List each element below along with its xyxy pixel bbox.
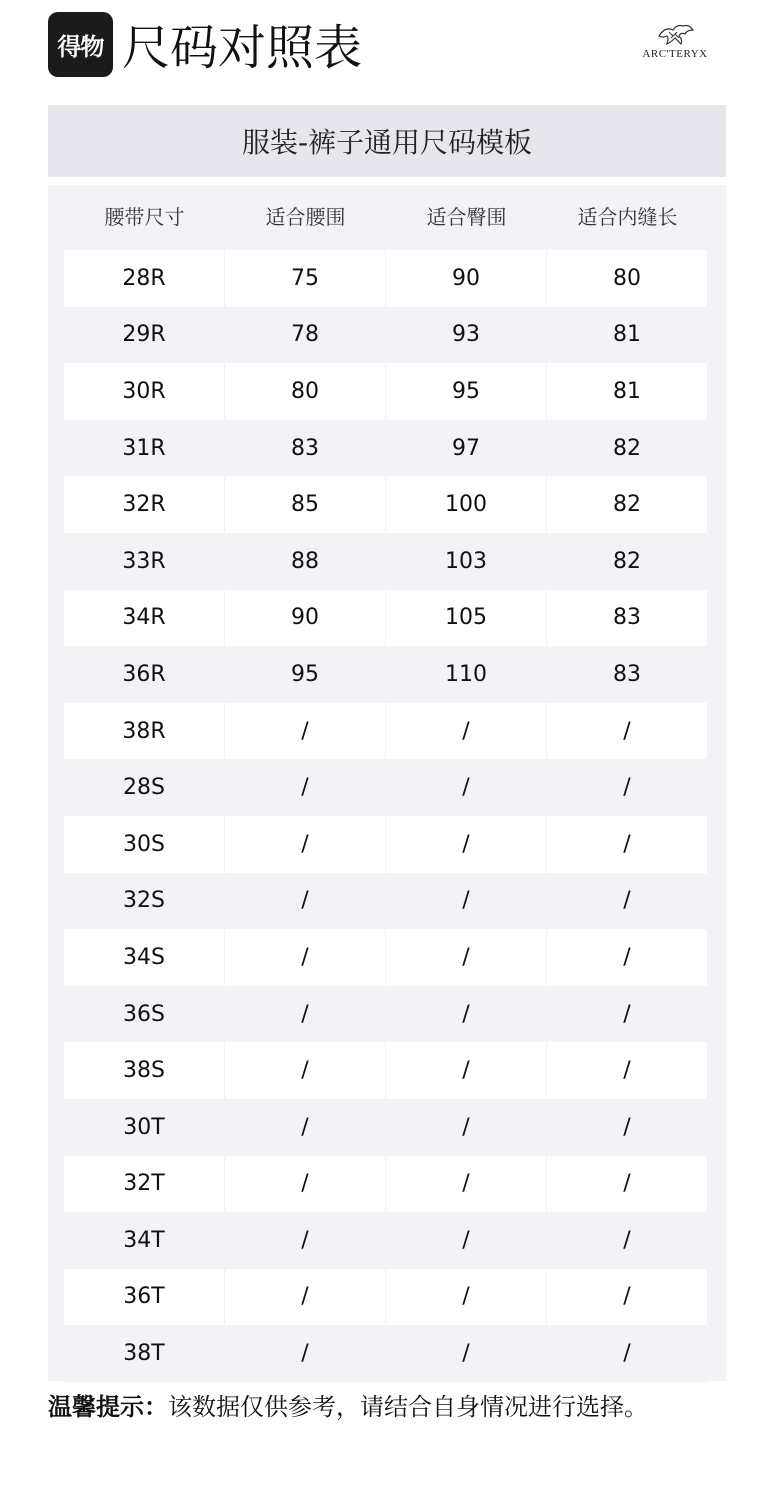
cell-inseam: / bbox=[547, 873, 707, 930]
table-row bbox=[64, 307, 709, 364]
cell-inseam: 82 bbox=[547, 420, 707, 477]
cell-hip: 100 bbox=[386, 476, 546, 533]
table-row bbox=[64, 533, 709, 590]
cell-inseam: / bbox=[547, 816, 707, 873]
table-row bbox=[64, 1156, 709, 1213]
cell-waist-size: 29R bbox=[64, 307, 224, 364]
cell-waist: / bbox=[225, 1042, 385, 1099]
cell-waist: / bbox=[225, 1325, 385, 1382]
page-title: 尺码对照表 bbox=[122, 20, 363, 76]
cell-waist: 90 bbox=[225, 590, 385, 647]
arcteryx-logo bbox=[640, 22, 710, 72]
cell-inseam: 82 bbox=[547, 533, 707, 590]
cell-waist-size: 38S bbox=[64, 1042, 224, 1099]
cell-waist-size: 32R bbox=[64, 476, 224, 533]
cell-waist: / bbox=[225, 759, 385, 816]
cell-waist-size: 32S bbox=[64, 873, 224, 930]
cell-waist-size: 28S bbox=[64, 759, 224, 816]
cell-waist: / bbox=[225, 1099, 385, 1156]
cell-waist: 75 bbox=[225, 250, 385, 307]
cell-inseam: 83 bbox=[547, 590, 707, 647]
cell-waist-size: 36T bbox=[64, 1269, 224, 1326]
cell-waist: / bbox=[225, 1269, 385, 1326]
cell-hip: 103 bbox=[386, 533, 546, 590]
cell-hip: / bbox=[386, 703, 546, 760]
cell-inseam: / bbox=[547, 1042, 707, 1099]
brand-wordmark: ARC'TERYX bbox=[642, 48, 708, 60]
cell-inseam: 80 bbox=[547, 250, 707, 307]
table-row bbox=[64, 363, 709, 420]
dewu-logo: 得物 bbox=[48, 12, 113, 77]
cell-waist-size: 28R bbox=[64, 250, 224, 307]
cell-waist-size: 32T bbox=[64, 1156, 224, 1213]
cell-waist: / bbox=[225, 816, 385, 873]
table-row bbox=[64, 646, 709, 703]
cell-hip: 95 bbox=[386, 363, 546, 420]
cell-inseam: / bbox=[547, 703, 707, 760]
cell-waist-size: 36S bbox=[64, 986, 224, 1043]
cell-waist: / bbox=[225, 1212, 385, 1269]
table-row bbox=[64, 1325, 709, 1382]
cell-hip: / bbox=[386, 1212, 546, 1269]
table-title: 服装-裤子通用尺码模板 bbox=[48, 105, 726, 177]
cell-hip: / bbox=[386, 873, 546, 930]
cell-waist: 85 bbox=[225, 476, 385, 533]
cell-hip: / bbox=[386, 1325, 546, 1382]
column-header-waist-size: 腰带尺寸 bbox=[104, 205, 185, 229]
cell-waist-size: 30R bbox=[64, 363, 224, 420]
table-row bbox=[64, 703, 709, 760]
table-row bbox=[64, 873, 709, 930]
cell-inseam: 82 bbox=[547, 476, 707, 533]
cell-waist-size: 38R bbox=[64, 703, 224, 760]
cell-inseam: / bbox=[547, 1156, 707, 1213]
cell-inseam: 83 bbox=[547, 646, 707, 703]
cell-hip: / bbox=[386, 986, 546, 1043]
column-header-waist: 适合腰围 bbox=[265, 205, 346, 229]
cell-waist: 78 bbox=[225, 307, 385, 364]
column-header-inseam: 适合内缝长 bbox=[577, 205, 678, 229]
cell-waist-size: 34T bbox=[64, 1212, 224, 1269]
page-header bbox=[48, 12, 728, 82]
cell-hip: 105 bbox=[386, 590, 546, 647]
cell-inseam: / bbox=[547, 1325, 707, 1382]
cell-inseam: / bbox=[547, 986, 707, 1043]
cell-hip: / bbox=[386, 929, 546, 986]
column-header-hip: 适合臀围 bbox=[426, 205, 507, 229]
table-row bbox=[64, 476, 709, 533]
cell-hip: / bbox=[386, 816, 546, 873]
cell-waist-size: 33R bbox=[64, 533, 224, 590]
cell-waist-size: 30T bbox=[64, 1099, 224, 1156]
cell-waist-size: 30S bbox=[64, 816, 224, 873]
cell-inseam: 81 bbox=[547, 363, 707, 420]
cell-hip: / bbox=[386, 759, 546, 816]
cell-waist: / bbox=[225, 1156, 385, 1213]
cell-waist: / bbox=[225, 929, 385, 986]
cell-hip: / bbox=[386, 1269, 546, 1326]
table-row bbox=[64, 816, 709, 873]
cell-inseam: / bbox=[547, 1099, 707, 1156]
cell-waist-size: 36R bbox=[64, 646, 224, 703]
size-table bbox=[48, 185, 726, 1381]
cell-inseam: / bbox=[547, 759, 707, 816]
cell-hip: 93 bbox=[386, 307, 546, 364]
cell-hip: / bbox=[386, 1156, 546, 1213]
table-row bbox=[64, 1042, 709, 1099]
cell-waist-size: 38T bbox=[64, 1325, 224, 1382]
cell-waist: / bbox=[225, 873, 385, 930]
cell-hip: / bbox=[386, 1099, 546, 1156]
table-row bbox=[64, 759, 709, 816]
table-header-row bbox=[64, 185, 709, 249]
cell-waist: 80 bbox=[225, 363, 385, 420]
cell-inseam: / bbox=[547, 1269, 707, 1326]
archaeopteryx-fossil-icon bbox=[655, 22, 695, 46]
cell-inseam: 81 bbox=[547, 307, 707, 364]
table-row bbox=[64, 420, 709, 477]
cell-waist-size: 34S bbox=[64, 929, 224, 986]
table-row bbox=[64, 1269, 709, 1326]
footer-text: 该数据仅供参考，请结合自身情况进行选择。 bbox=[168, 1393, 648, 1421]
cell-waist-size: 31R bbox=[64, 420, 224, 477]
table-row bbox=[64, 1212, 709, 1269]
cell-hip: 110 bbox=[386, 646, 546, 703]
table-body bbox=[64, 250, 709, 1382]
cell-waist: 88 bbox=[225, 533, 385, 590]
table-row bbox=[64, 590, 709, 647]
footer-note bbox=[48, 1390, 648, 1424]
cell-inseam: / bbox=[547, 1212, 707, 1269]
cell-waist: 83 bbox=[225, 420, 385, 477]
cell-hip: / bbox=[386, 1042, 546, 1099]
table-row bbox=[64, 929, 709, 986]
table-row bbox=[64, 250, 709, 307]
cell-hip: 97 bbox=[386, 420, 546, 477]
cell-waist: 95 bbox=[225, 646, 385, 703]
footer-label: 温馨提示： bbox=[48, 1393, 168, 1421]
cell-hip: 90 bbox=[386, 250, 546, 307]
table-row bbox=[64, 986, 709, 1043]
cell-inseam: / bbox=[547, 929, 707, 986]
cell-waist: / bbox=[225, 986, 385, 1043]
cell-waist: / bbox=[225, 703, 385, 760]
cell-waist-size: 34R bbox=[64, 590, 224, 647]
table-row bbox=[64, 1099, 709, 1156]
